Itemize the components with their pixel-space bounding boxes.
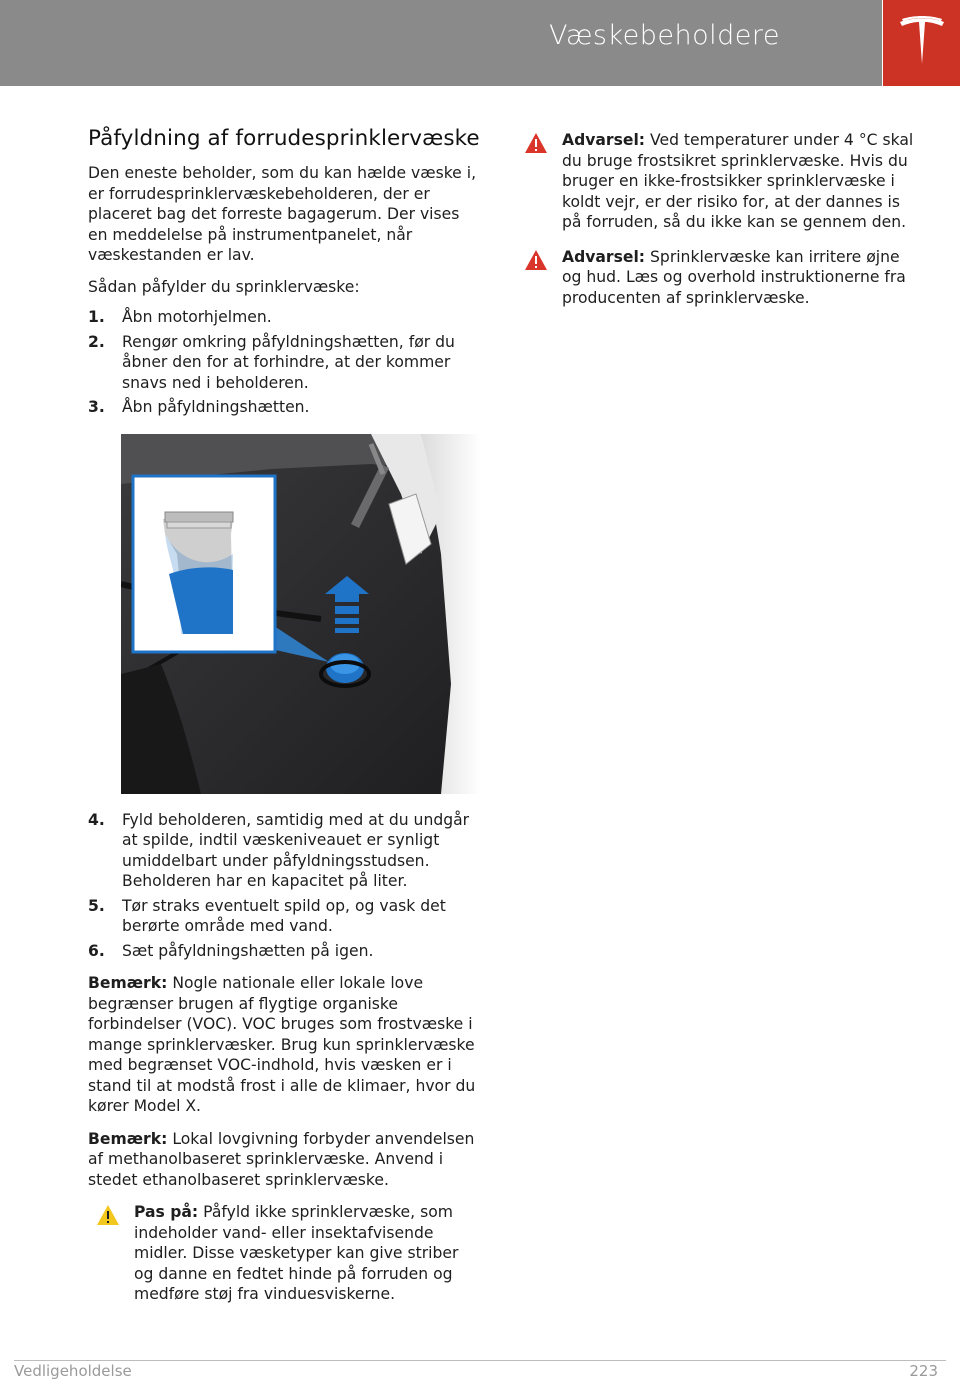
step-number: 5. <box>88 896 105 915</box>
warning-block <box>524 247 916 309</box>
header-bar <box>0 0 882 86</box>
step-number: 6. <box>88 941 105 960</box>
note-text: Nogle nationale eller lokale love begrænser brugen af flygtige organiske forbindelser (VOC). VOC bruges som frostvæske i mange sprinklervæsker. Brug kun sprinklervæske med begrænset VOC-indhold, hvis væsken er i stand til at modstå frost i alle de klimaer, hvor du kører Model X. <box>88 974 476 1115</box>
warning-body: Ved temperaturer under 4 °C skal du bruge frostsikret sprinklervæske. Hvis du bruger en ikke-frostsikker sprinklervæske i koldt vejr, er der risiko for, at der dannes is på forruden, så du ikke kan se gennem den. <box>562 131 914 231</box>
step-text: Sæt påfyldningshætten på igen. <box>122 941 374 960</box>
step-number: 1. <box>88 308 105 326</box>
step-number: 2. <box>88 332 105 351</box>
reservoir-figure <box>121 434 481 794</box>
warning-label: Advarsel: <box>562 247 646 266</box>
note-voc <box>88 973 482 1117</box>
warning-triangle-icon <box>524 132 548 154</box>
howto-paragraph: Sådan påfylder du sprinklervæske: <box>88 277 360 296</box>
note-label: Bemærk: <box>88 1129 168 1148</box>
step-text: Tør straks eventuelt spild op, og vask det berørte område med vand. <box>122 896 446 935</box>
caution-label: Pas på: <box>134 1203 199 1221</box>
section-heading: Påfyldning af forrudesprinklervæske <box>88 126 480 151</box>
step-item <box>88 397 482 418</box>
step-item <box>88 941 482 962</box>
step-list-b <box>88 810 482 962</box>
footer-divider <box>14 1360 946 1361</box>
caution-block <box>96 1202 482 1305</box>
right-column <box>524 130 916 320</box>
step-number: 3. <box>88 398 105 416</box>
step-item <box>88 307 482 328</box>
brand-logo <box>883 0 960 86</box>
step-text: Åbn påfyldningshætten. <box>122 398 310 416</box>
footer-section: Vedligeholdelse <box>14 1362 132 1380</box>
warning-body: Sprinklervæske kan irritere øjne og hud. Læs og overhold instruktionerne fra producenten af sprinklervæske. <box>562 247 906 307</box>
warning-block <box>524 130 916 233</box>
note-methanol <box>88 1129 482 1191</box>
tesla-logo-icon <box>896 16 948 68</box>
page-title: Væskebeholdere <box>549 20 780 51</box>
caution-text <box>134 1202 482 1305</box>
step-item <box>88 896 482 937</box>
caution-body: Påfyld ikke sprinklervæske, som indeholder vand- eller insektafvisende midler. Disse væsketyper kan give striber og danne en fedtet hinde på forruden og medføre støj fra vinduesviskerne. <box>134 1203 459 1303</box>
note-text: Lokal lovgivning forbyder anvendelsen af methanolbaseret sprinklervæske. Anvend i stedet ethanolbaseret sprinklervæske. <box>88 1129 475 1189</box>
step-item <box>88 332 482 394</box>
step-text: Rengør omkring påfyldningshætten, før du åbner den for at forhindre, at der kommer snavs ned i beholderen. <box>122 332 455 392</box>
step-item <box>88 810 482 892</box>
note-label: Bemærk: <box>88 974 168 992</box>
step-number: 4. <box>88 810 105 829</box>
warning-text <box>562 247 916 309</box>
caution-triangle-icon <box>96 1204 120 1226</box>
page-number: 223 <box>909 1362 938 1380</box>
left-column <box>88 126 482 1317</box>
warning-triangle-icon <box>524 249 548 271</box>
warning-text <box>562 130 916 233</box>
step-list-a <box>88 307 482 418</box>
reservoir-illustration <box>121 434 481 794</box>
step-text: Fyld beholderen, samtidig med at du undgår at spilde, indtil væskeniveauet er synligt umiddelbart under påfyldningsstudsen. Beholderen har en kapacitet på liter. <box>122 810 470 890</box>
intro-paragraph: Den eneste beholder, som du kan hælde væske i, er forrudesprinklervæskebeholderen, der er placeret bag det forreste bagagerum. Der vises en meddelelse på instrumentpanelet, når væskestanden er lav. <box>88 164 477 264</box>
step-text: Åbn motorhjelmen. <box>122 308 272 326</box>
warning-label: Advarsel: <box>562 131 646 149</box>
